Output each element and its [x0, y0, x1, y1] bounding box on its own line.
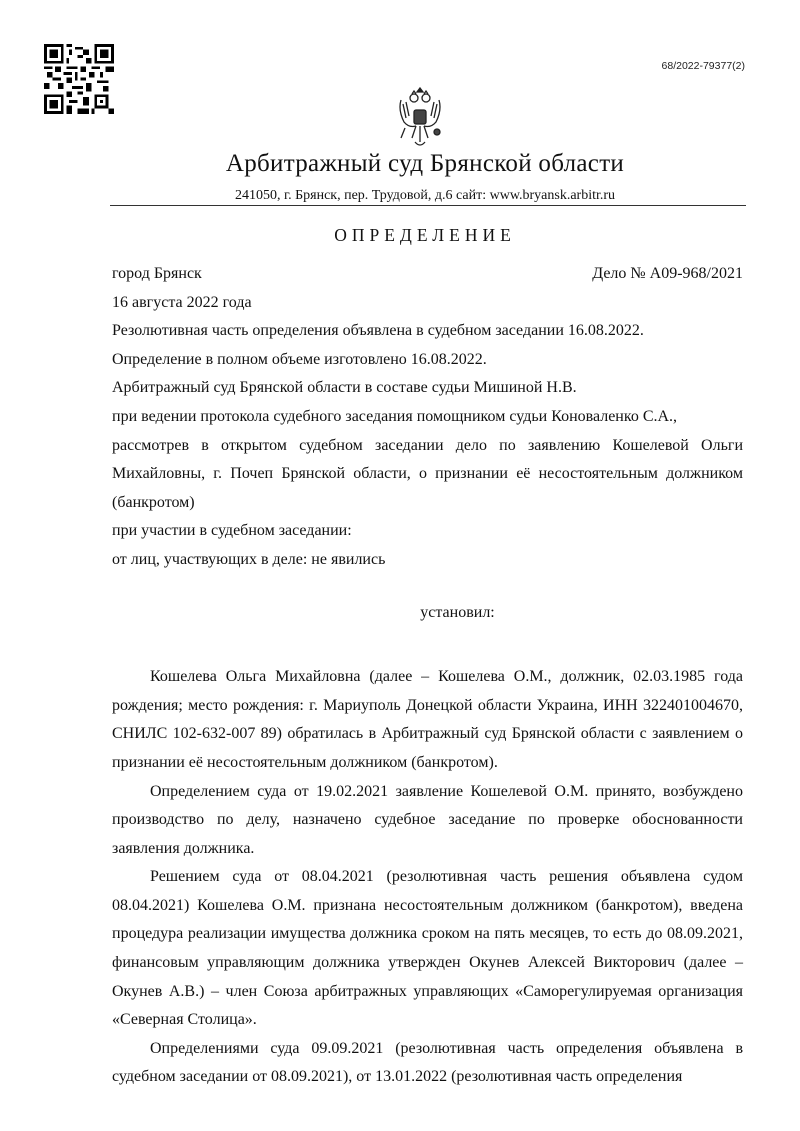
- document-registration-number: 68/2022-79377(2): [661, 60, 745, 72]
- qr-code-icon: [44, 44, 114, 114]
- header-divider: [110, 205, 746, 206]
- city-case-row: [112, 260, 743, 289]
- intro-line: при ведении протокола судебного заседания помощником судьи Коноваленко С.А.,: [112, 407, 678, 425]
- intro-line: Арбитражный суд Брянской области в составе судьи Мишиной Н.В.: [112, 379, 577, 397]
- document-body: [112, 260, 743, 1092]
- paragraph: Решением суда от 08.04.2021 (резолютивная часть решения объявлена судом 08.04.2021) Кошелева О.М. признана несостоятельным должником (банкротом), введена процедура реализации имущества должника сроком на пять месяцев, то есть до 08.09.2021, финансовым управляющим должника утвержден Окунев Алексей Викторович (далее – Окунев А.В.) – член Союза арбитражных управляющих «Саморегулируемая организация «Северная Столица».: [112, 868, 743, 1029]
- paragraph: Определениями суда 09.09.2021 (резолютивная часть определения объявлена в судебном заседании от 08.09.2021), от 13.01.2022 (резолютивная часть определения: [112, 1039, 743, 1086]
- participation-value: от лиц, участвующих в деле: не явились: [112, 550, 386, 568]
- document-title: ОПРЕДЕЛЕНИЕ: [334, 225, 516, 245]
- paragraph: Кошелева Ольга Михайловна (далее – Кошелева О.М., должник, 02.03.1985 года рождения; место рождения: г. Мариуполь Донецкой области Украина, ИНН 322401004670, СНИЛС 102-632-007 89) обратилась в Арбитражный суд Брянской области с заявлением о признании её несостоятельным должником (банкротом).: [112, 668, 743, 771]
- established-heading: установил:: [420, 603, 495, 621]
- intro-line: Определение в полном объеме изготовлено 16.08.2022.: [112, 350, 487, 368]
- case-number: Дело № А09-968/2021: [592, 265, 743, 282]
- court-address: 241050, г. Брянск, пер. Трудовой, д.6 сайт: www.bryansk.arbitr.ru: [234, 188, 616, 203]
- participation-label: при участии в судебном заседании:: [112, 522, 352, 540]
- city: город Брянск: [112, 265, 202, 282]
- russian-coat-of-arms-icon: [395, 84, 445, 154]
- paragraph: Определением суда от 19.02.2021 заявление Кошелевой О.М. принято, возбуждено производство по делу, назначено судебное заседание по проверке обоснованности заявления должника.: [112, 782, 743, 857]
- intro-line: Резолютивная часть определения объявлена в судебном заседании 16.08.2022.: [112, 322, 644, 340]
- document-date: 16 августа 2022 года: [112, 293, 252, 311]
- court-name: Арбитражный суд Брянской области: [225, 150, 625, 177]
- considering-text: рассмотрев в открытом судебном заседании дело по заявлению Кошелевой Ольги Михайловны, г. Почеп Брянской области, о признании её несостоятельным должником (банкротом): [112, 436, 743, 511]
